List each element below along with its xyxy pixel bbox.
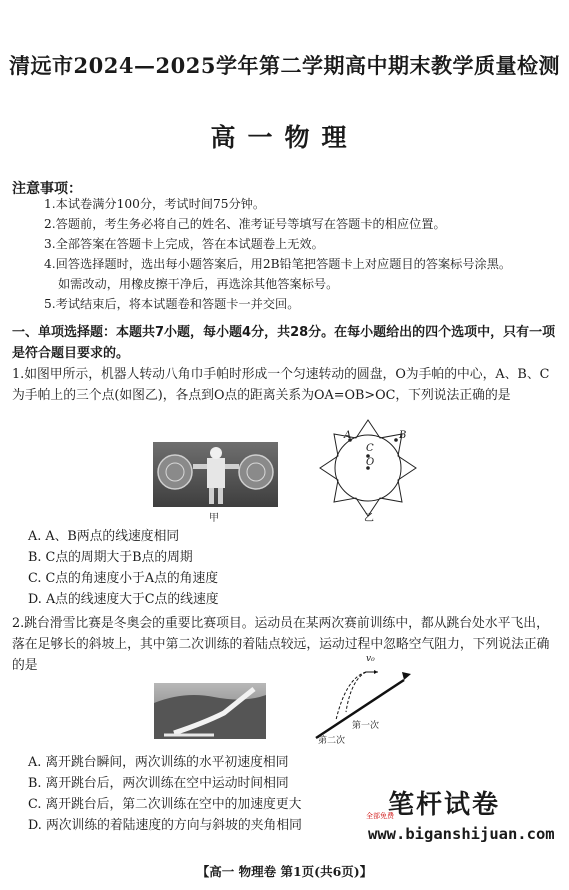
point-c-label: C: [366, 443, 374, 454]
figure-b-caption: 乙: [364, 513, 374, 524]
point-o-label: O: [366, 457, 375, 468]
notes-heading: 注意事项：: [12, 181, 82, 197]
section-heading: 一、单项选择题：本题共7小题，每小题4分，共28分。在每小题给出的四个选项中，只有一项是符合题目要求的。: [12, 325, 556, 361]
note-item: 4.回答选择题时，选出每小题答案后，用2B铅笔把答题卡上对应题目的答案标号涂黑。: [44, 257, 512, 271]
q2-option-b: B. 离开跳台后，两次训练在空中运动时间相同: [28, 776, 289, 791]
q2-option-a: A. 离开跳台瞬间，两次训练的水平初速度相同: [28, 755, 289, 770]
q1-option-a: A. A、B两点的线速度相同: [28, 529, 180, 544]
subject-title: 高一物理: [210, 123, 359, 152]
page-footer: 【高一 物理卷 第1页(共6页)】: [196, 864, 373, 879]
q2-option-d: D. 两次训练的着陆速度的方向与斜坡的夹角相同: [28, 818, 302, 833]
question-1-stem: 1.如图甲所示，机器人转动八角巾手帕时形成一个匀速转动的圆盘，O为手帕的中心，A、B、C为手帕上的三个点(如图乙)，各点到O点的距离关系为OA=OB>OC，下列说法正确的是: [12, 367, 550, 403]
q1-option-d: D. A点的线速度大于C点的线速度: [28, 592, 219, 607]
v0-label: v₀: [366, 654, 375, 664]
point-b-label: B: [399, 430, 407, 441]
note-item: 3.全部答案在答题卡上完成，答在本试题卷上无效。: [44, 237, 324, 251]
ski-jump-photo-drawing: [154, 683, 266, 739]
ski-jump-photo: [154, 683, 266, 739]
note-item: 2.答题前，考生务必将自己的姓名、准考证号等填写在答题卡的相应位置。: [44, 217, 446, 231]
note-item: 5.考试结束后，将本试题卷和答题卡一并交回。: [44, 297, 300, 311]
second-jump-label: 第二次: [318, 736, 346, 746]
exam-title: 清远市2024—2025学年第二学期高中期末教学质量检测: [9, 53, 560, 78]
figure-a-caption: 甲: [209, 513, 219, 524]
question-2-stem: 2.跳台滑雪比赛是冬奥会的重要比赛项目。运动员在某两次赛前训练中，都从跳台处水平飞出，落在足够长的斜坡上，其中第二次训练的着陆点较远，运动过程中忽略空气阻力，下列说法正确的是: [12, 616, 550, 673]
point-a-label: A: [344, 430, 352, 441]
robot-photo: [153, 442, 278, 507]
q1-option-c: C. C点的角速度小于A点的角速度: [28, 571, 219, 586]
watermark-brand: 笔杆试卷: [388, 790, 501, 820]
watermark-url: www.biganshijuan.com: [368, 825, 555, 843]
note-item: 1.本试卷满分100分，考试时间75分钟。: [44, 197, 266, 211]
first-jump-label: 第一次: [352, 721, 380, 731]
robot-photo-drawing: [153, 442, 278, 507]
q1-option-b: B. C点的周期大于B点的周期: [28, 550, 193, 565]
q2-option-c: C. 离开跳台后，第二次训练在空中的加速度更大: [28, 797, 302, 812]
note-item: 如需改动，用橡皮擦干净后，再选涂其他答案标号。: [58, 277, 339, 291]
watermark-tag: 全部免费: [366, 812, 394, 820]
